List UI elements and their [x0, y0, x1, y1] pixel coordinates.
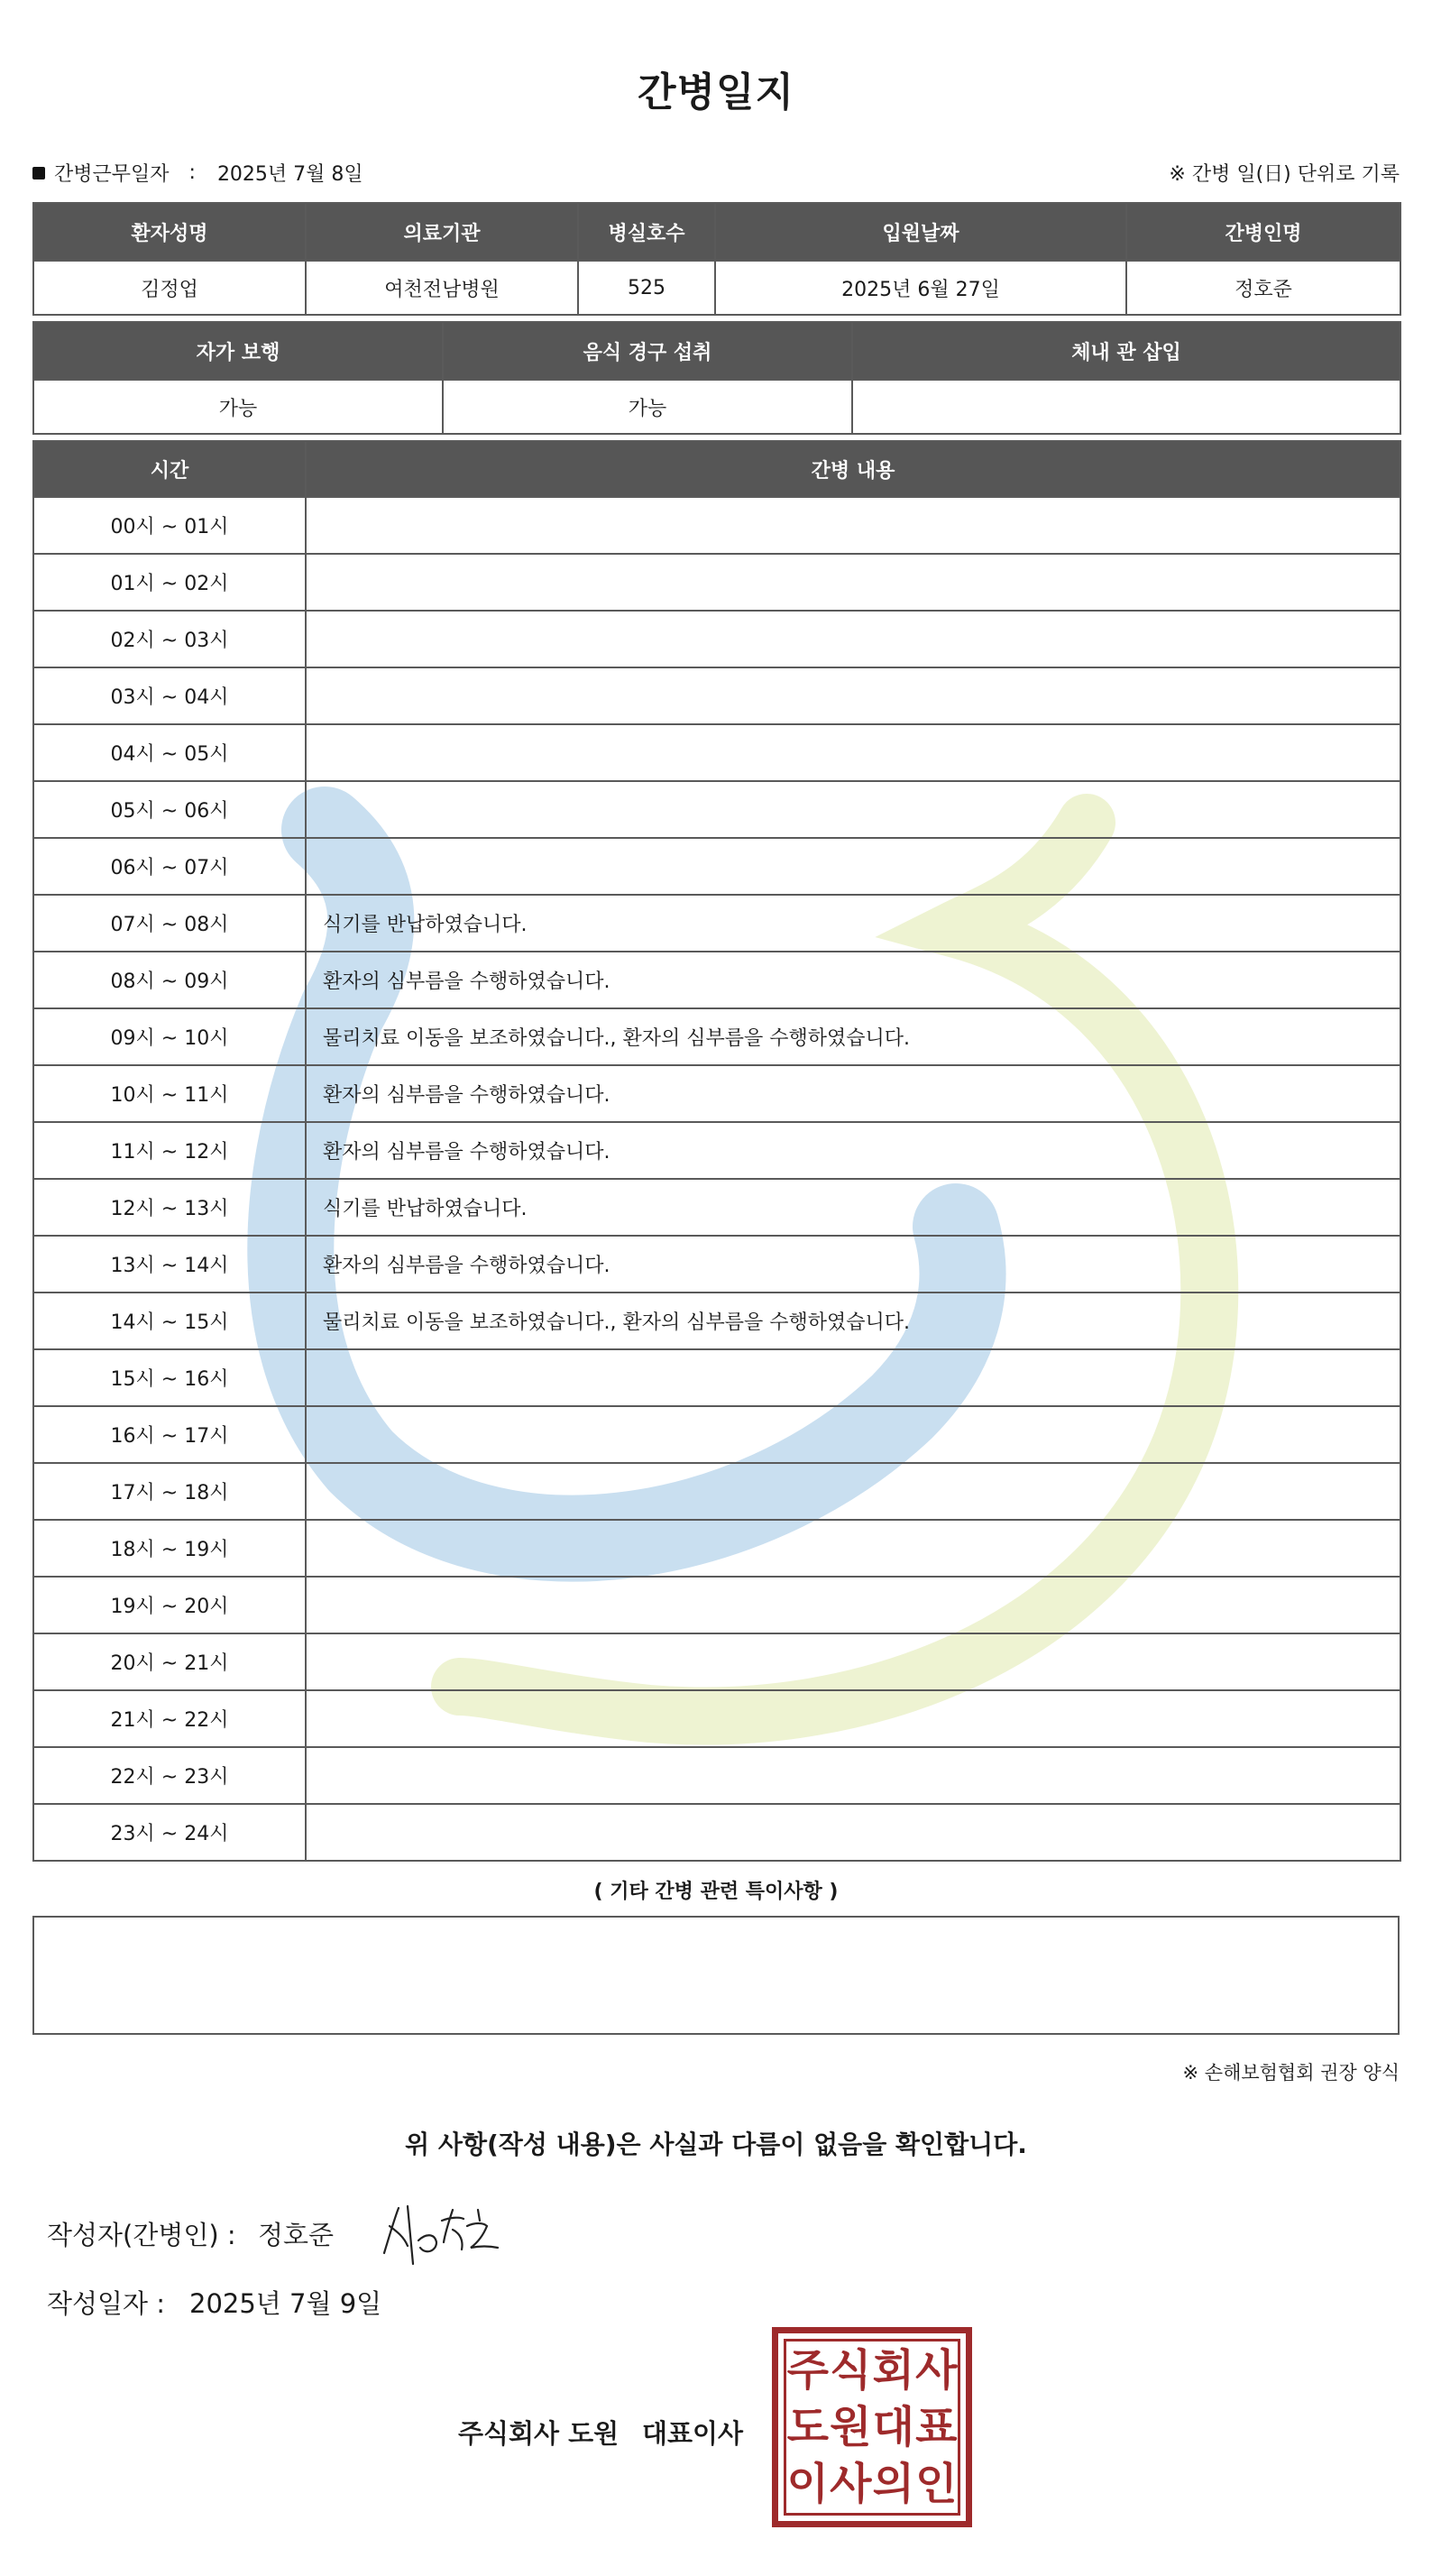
time-cell: 03시 ~ 04시: [33, 667, 306, 724]
seal-character: 대: [872, 2401, 914, 2452]
content-cell: [306, 611, 1400, 667]
table-row: [33, 1747, 1400, 1804]
tube-insertion-value: [852, 380, 1400, 434]
content-cell: [306, 724, 1400, 781]
seal-character: 이: [786, 2459, 829, 2510]
table-row: [33, 724, 1400, 781]
content-cell: 환자의 심부름을 수행하였습니다.: [306, 1236, 1400, 1293]
table-row: [33, 1804, 1400, 1861]
content-cell: 환자의 심부름을 수행하였습니다.: [306, 1065, 1400, 1122]
table-row: [33, 1690, 1400, 1747]
written-date-value: 2025년 7월 9일: [189, 2288, 382, 2319]
time-cell: 21시 ~ 22시: [33, 1690, 306, 1747]
patient-info-value-row: [33, 261, 1400, 315]
seal-character: 표: [915, 2401, 958, 2452]
seal-character: 주: [786, 2344, 829, 2396]
page-title: 간병일지: [637, 69, 794, 115]
confirmation-statement: 위 사항(작성 내용)은 사실과 다름이 없음을 확인합니다.: [405, 2130, 1027, 2159]
time-cell: 23시 ~ 24시: [33, 1804, 306, 1861]
header-caregiver-name: 간병인명: [1126, 203, 1400, 261]
content-cell: [306, 1577, 1400, 1633]
seal-character: 사: [830, 2459, 872, 2510]
company-seal-stamp: [772, 2327, 972, 2527]
table-row: [33, 1122, 1400, 1179]
care-log-header-row: [33, 441, 1400, 497]
table-row: [33, 1577, 1400, 1633]
seal-grid: [784, 2339, 960, 2516]
work-date-row: [32, 159, 363, 187]
table-row: [33, 838, 1400, 895]
content-cell: [306, 1406, 1400, 1463]
content-cell: [306, 1804, 1400, 1861]
content-cell: 물리치료 이동을 보조하였습니다., 환자의 심부름을 수행하였습니다.: [306, 1008, 1400, 1065]
content-cell: [306, 1349, 1400, 1406]
header-oral-intake: 음식 경구 섭취: [443, 322, 852, 380]
time-cell: 04시 ~ 05시: [33, 724, 306, 781]
time-cell: 08시 ~ 09시: [33, 952, 306, 1008]
time-cell: 06시 ~ 07시: [33, 838, 306, 895]
time-cell: 07시 ~ 08시: [33, 895, 306, 952]
time-cell: 13시 ~ 14시: [33, 1236, 306, 1293]
seal-character: 의: [872, 2459, 914, 2510]
patient-info-header-row: [33, 203, 1400, 261]
seal-character: 원: [830, 2401, 872, 2452]
content-cell: [306, 1520, 1400, 1577]
room-number: 525: [578, 261, 715, 315]
caregiver-name: 정호준: [1126, 261, 1400, 315]
content-cell: 환자의 심부름을 수행하였습니다.: [306, 1122, 1400, 1179]
header-tube-insertion: 체내 관 삽입: [852, 322, 1400, 380]
time-cell: 20시 ~ 21시: [33, 1633, 306, 1690]
patient-ability-table: [32, 321, 1401, 435]
table-row: [33, 667, 1400, 724]
content-cell: 물리치료 이동을 보조하였습니다., 환자의 심부름을 수행하였습니다.: [306, 1293, 1400, 1349]
header-hospital: 의료기관: [306, 203, 578, 261]
content-cell: [306, 497, 1400, 554]
table-row: [33, 1633, 1400, 1690]
time-cell: 05시 ~ 06시: [33, 781, 306, 838]
table-row: [33, 1293, 1400, 1349]
ceo-title: 대표이사: [642, 2418, 744, 2449]
seal-character: 회: [872, 2344, 914, 2396]
content-cell: [306, 1463, 1400, 1520]
self-walking-value: 가능: [33, 380, 443, 434]
writer-name: 정호준: [258, 2220, 335, 2250]
time-cell: 12시 ~ 13시: [33, 1179, 306, 1236]
header-self-walking: 자가 보행: [33, 322, 443, 380]
content-cell: [306, 554, 1400, 611]
table-row: [33, 895, 1400, 952]
content-cell: [306, 1633, 1400, 1690]
care-log-table: [32, 440, 1401, 1862]
patient-name: 김정업: [33, 261, 306, 315]
header-care-content: 간병 내용: [306, 441, 1400, 497]
hospital-name: 여천전남병원: [306, 261, 578, 315]
time-cell: 14시 ~ 15시: [33, 1293, 306, 1349]
table-row: [33, 1236, 1400, 1293]
work-date-label: 간병근무일자: [54, 163, 170, 186]
time-cell: 19시 ~ 20시: [33, 1577, 306, 1633]
form-source-note: ※ 손해보험협회 권장 양식: [1182, 2062, 1400, 2084]
table-row: [33, 1463, 1400, 1520]
record-unit-note: ※ 간병 일(日) 단위로 기록: [1169, 163, 1400, 186]
content-cell: [306, 667, 1400, 724]
time-cell: 01시 ~ 02시: [33, 554, 306, 611]
content-cell: 식기를 반납하였습니다.: [306, 895, 1400, 952]
written-date-label: 작성일자 :: [47, 2288, 166, 2319]
table-row: [33, 781, 1400, 838]
content-cell: 식기를 반납하였습니다.: [306, 1179, 1400, 1236]
table-row: [33, 1406, 1400, 1463]
remarks-box: [32, 1916, 1400, 2035]
work-date-separator: :: [188, 161, 196, 184]
content-cell: [306, 838, 1400, 895]
table-row: [33, 1179, 1400, 1236]
header-patient-name: 환자성명: [33, 203, 306, 261]
table-row: [33, 1349, 1400, 1406]
content-cell: [306, 1690, 1400, 1747]
content-cell: 환자의 심부름을 수행하였습니다.: [306, 952, 1400, 1008]
ability-value-row: [33, 380, 1400, 434]
seal-character: 사: [915, 2344, 958, 2396]
time-cell: 18시 ~ 19시: [33, 1520, 306, 1577]
table-row: [33, 1008, 1400, 1065]
time-cell: 00시 ~ 01시: [33, 497, 306, 554]
table-row: [33, 1520, 1400, 1577]
table-row: [33, 611, 1400, 667]
seal-character: 도: [786, 2401, 829, 2452]
time-cell: 02시 ~ 03시: [33, 611, 306, 667]
ability-header-row: [33, 322, 1400, 380]
table-row: [33, 497, 1400, 554]
handwritten-signature: [377, 2190, 512, 2271]
time-cell: 09시 ~ 10시: [33, 1008, 306, 1065]
header-room-number: 병실호수: [578, 203, 715, 261]
table-row: [33, 952, 1400, 1008]
content-cell: [306, 1747, 1400, 1804]
remarks-title: ( 기타 간병 관련 특이사항 ): [593, 1881, 839, 1903]
time-cell: 11시 ~ 12시: [33, 1122, 306, 1179]
time-cell: 10시 ~ 11시: [33, 1065, 306, 1122]
header-admission-date: 입원날짜: [715, 203, 1126, 261]
table-row: [33, 554, 1400, 611]
time-cell: 15시 ~ 16시: [33, 1349, 306, 1406]
seal-character: 식: [830, 2344, 872, 2396]
admission-date: 2025년 6월 27일: [715, 261, 1126, 315]
header-time: 시간: [33, 441, 306, 497]
table-row: [33, 1065, 1400, 1122]
bullet-square-icon: [32, 167, 45, 179]
oral-intake-value: 가능: [443, 380, 852, 434]
company-name: 주식회사 도원: [458, 2418, 620, 2449]
time-cell: 22시 ~ 23시: [33, 1747, 306, 1804]
time-cell: 17시 ~ 18시: [33, 1463, 306, 1520]
patient-info-table: [32, 202, 1401, 316]
content-cell: [306, 781, 1400, 838]
seal-character: 인: [915, 2459, 958, 2510]
work-date-value: 2025년 7월 8일: [216, 163, 363, 186]
time-cell: 16시 ~ 17시: [33, 1406, 306, 1463]
writer-label: 작성자(간병인) :: [47, 2220, 236, 2250]
